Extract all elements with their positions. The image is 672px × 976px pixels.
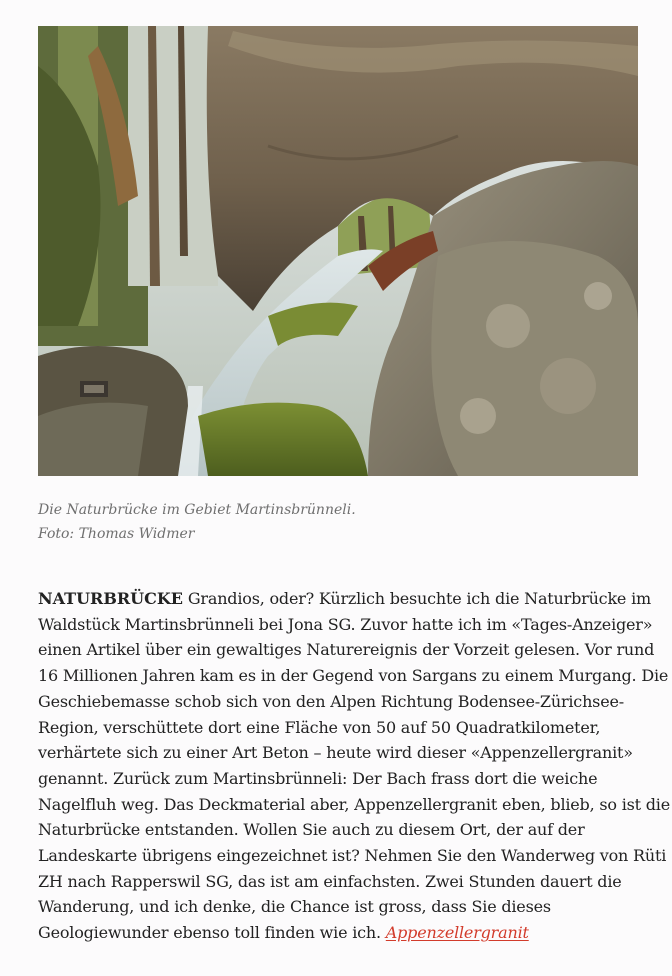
photo-credit: Foto: Thomas Widmer [38, 526, 195, 542]
article-line-2: Waldstück Martinsbrünneli bei Jona SG. Zuvor hatte ich im «Tages-Anzeiger» [38, 614, 653, 634]
article-line-10: Naturbrücke entstanden. Wollen Sie auch zu diesem Ort, der auf der [38, 820, 585, 840]
article-line-3: einen Artikel über ein gewaltiges Naturereignis der Vorzeit gelesen. Vor rund [38, 640, 655, 660]
article-line-7: verhärtete sich zu einer Art Beton – heute wird dieser «Appenzellergranit» [38, 743, 633, 763]
naturbruecke-photo [38, 26, 638, 476]
article-body [38, 586, 670, 946]
article-text-last: Geologiewunder ebenso toll finden wie ich. [38, 923, 381, 943]
appenzellergranit-link[interactable]: Appenzellergranit [385, 923, 529, 943]
article-line-14 [38, 920, 642, 946]
caption-text: Die Naturbrücke im Gebiet Martinsbrünneli. [38, 502, 356, 518]
article-text: Grandios, oder? Kürzlich besuchte ich die Naturbrücke im [187, 589, 651, 608]
article-line-1 [38, 586, 651, 612]
article-kicker: NATURBRÜCKE [38, 589, 183, 608]
figure-caption [38, 498, 638, 546]
article-line-6: Region, verschüttete dort eine Fläche von 50 auf 50 Quadratkilometer, [38, 717, 601, 737]
article-line-11: Landeskarte übrigens eingezeichnet ist? Nehmen Sie den Wanderweg von Rüti [38, 846, 667, 866]
article-line-13: Wanderung, und ich denke, die Chance ist gross, dass Sie dieses [38, 897, 551, 917]
article-line-4: 16 Millionen Jahren kam es in der Gegend von Sargans zu einem Murgang. Die [38, 666, 669, 686]
article-line-8: genannt. Zurück zum Martinsbrünneli: Der Bach frass dort die weiche [38, 768, 598, 788]
article-line-5: Geschiebemasse schob sich von den Alpen Richtung Bodensee-Zürichsee- [38, 691, 624, 711]
article-line-9: Nagelfluh weg. Das Deckmaterial aber, Appenzellergranit eben, blieb, so ist die [38, 794, 670, 814]
article-line-12: ZH nach Rapperswil SG, das ist am einfachsten. Zwei Stunden dauert die [38, 871, 622, 891]
